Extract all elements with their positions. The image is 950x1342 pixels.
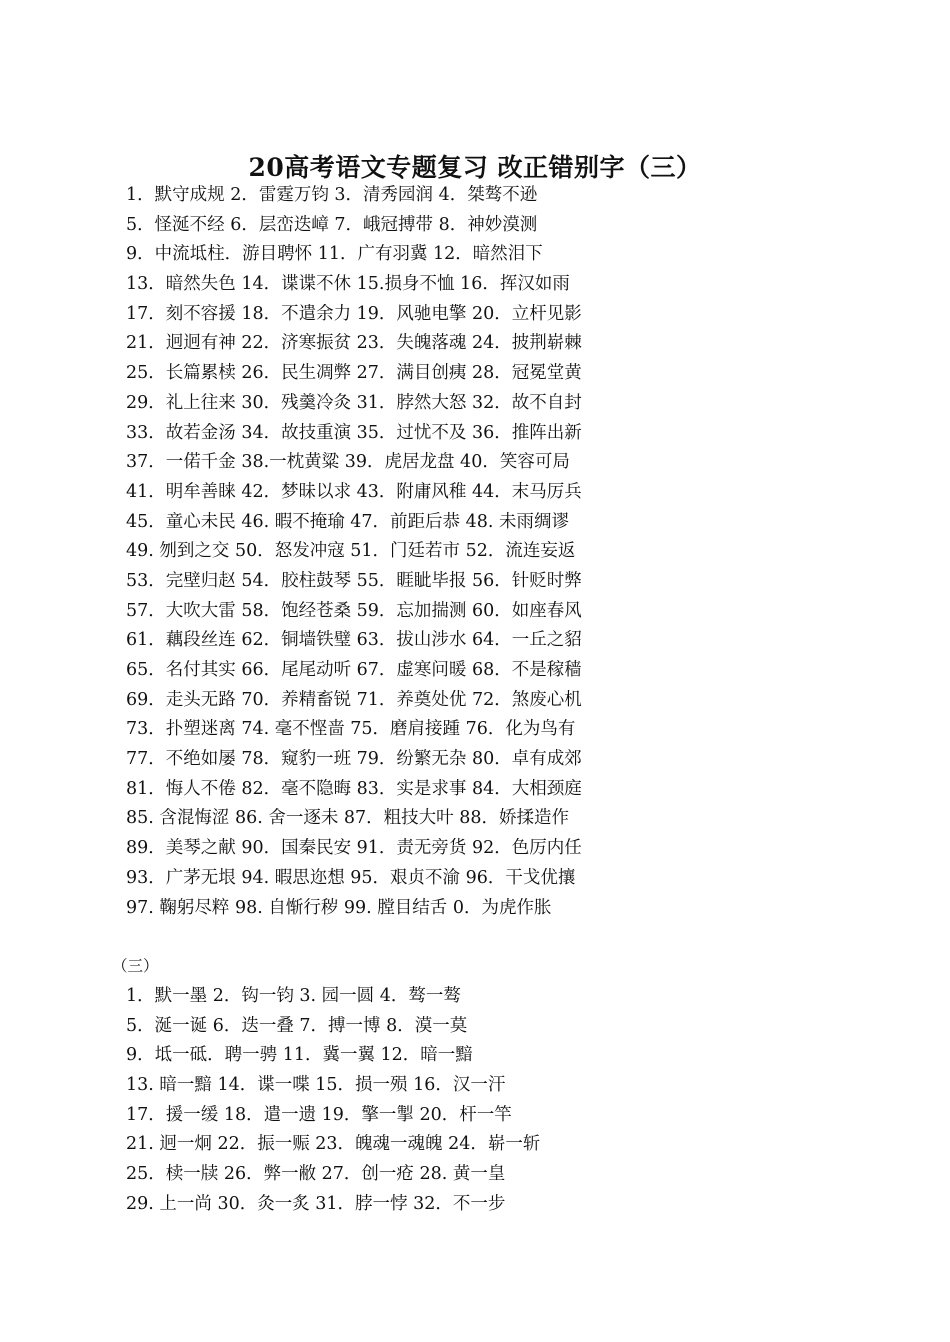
question-line: 41．明牟善睐 42．梦昧以求 43．附庸风稚 44．末马厉兵 — [126, 481, 582, 502]
question-line: 81．悔人不倦 82．毫不隐晦 83．实是求事 84．大相颈庭 — [126, 778, 582, 799]
question-line: 65．名付其实 66．尾尾动听 67．虚寒问暖 68．不是稼穑 — [126, 660, 582, 680]
question-line: 97. 鞠躬尽粹 98. 自惭行秽 99. 膛目结舌 0．为虎作胀 — [126, 897, 552, 918]
question-line: 13．暗然失色 14．谍谍不休 15.损身不恤 16．挥汉如雨 — [126, 274, 570, 295]
answer-line: 29. 上一尚 30．灸一炙 31．脖一悖 32．不一步 — [126, 1193, 506, 1214]
question-line: 69．走头无路 70．养精畜锐 71．养奠处优 72．煞废心机 — [126, 689, 582, 710]
answer-line: 17．援一缓 18．遣一遗 19．擎一掣 20．杆一竿 — [126, 1104, 512, 1125]
question-line: 61．藕段丝连 62．铜墙铁璧 63．拔山涉水 64．一丘之貂 — [126, 630, 582, 651]
question-line: 25．长篇累椟 26．民生凋弊 27．满目创痍 28．冠冕堂黄 — [126, 363, 582, 384]
question-line: 37．一偌千金 38.一枕黄粱 39．虎居龙盘 40．笑容可局 — [126, 452, 570, 473]
answer-line: 9．坻一砥．聘一骋 11．冀一翼 12．暗一黯 — [126, 1045, 473, 1066]
document-title: 20高考语文专题复习 改正错别字（三） — [248, 152, 702, 182]
answer-line: 13. 暗一黯 14．谍一喋 15．损一殒 16．汉一汗 — [126, 1075, 506, 1096]
questions-list — [126, 181, 582, 923]
question-line: 57．大吹大雷 58．饱经苍桑 59．忘加揣测 60．如座春风 — [126, 600, 582, 621]
answers-heading: （三） — [112, 957, 159, 975]
question-line: 77．不绝如屡 78．窥豹一班 79．纷繁无杂 80．卓有成郊 — [126, 749, 582, 770]
question-line: 53．完壁归赵 54．胶柱鼓琴 55．睚眦毕报 56．针贬时弊 — [126, 570, 582, 591]
answer-line: 25．椟一牍 26．弊一敝 27．创一疮 28. 黄一皇 — [126, 1164, 506, 1185]
answer-line: 1．默一墨 2．钩一钧 3. 园一圆 4．骜一骜 — [126, 986, 461, 1006]
question-line: 45．童心未民 46. 暇不掩瑜 47．前距后恭 48. 未雨绸谬 — [126, 511, 570, 532]
answer-line: 21. 迥一炯 22．振一赈 23．魄魂一魂魄 24．崭一斩 — [126, 1134, 541, 1155]
question-line: 89．美琴之献 90．国秦民安 91．责无旁货 92．色厉内任 — [126, 838, 582, 859]
question-line: 1．默守成规 2．雷霆万钧 3．清秀园润 4．桀骜不逊 — [126, 185, 538, 205]
question-line: 9．中流坻柱．游目聘怀 11．广有羽冀 12．暗然泪下 — [126, 244, 543, 265]
question-line: 85. 含混悔涩 86. 舍一逐未 87．粗技大叶 88．娇揉造作 — [126, 808, 570, 829]
question-line: 33．故若金汤 34．故技重演 35．过忧不及 36．推阵出新 — [126, 422, 582, 443]
question-line: 5．怪涎不经 6．层峦迭嶂 7．峨冠搏带 8．神妙漠测 — [126, 214, 538, 235]
question-line: 29．礼上往来 30．残羹冷灸 31．脖然大怒 32．故不自封 — [126, 392, 582, 413]
answer-line: 5．涎一诞 6．迭一叠 7．搏一博 8．漠一莫 — [126, 1015, 468, 1036]
question-line: 49. 刎到之交 50．怒发冲寇 51．门廷若市 52．流连妄返 — [126, 541, 576, 562]
question-line: 21．迥迥有神 22．济寒振贫 23．失魄落魂 24．披荆崭棘 — [126, 333, 582, 354]
answers-list — [126, 982, 540, 1220]
question-line: 73．扑塑迷离 74. 毫不悭啬 75．磨肩接踵 76．化为鸟有 — [126, 719, 576, 740]
question-line: 17．刻不容援 18．不遣余力 19．风驰电擎 20．立杆见影 — [126, 303, 582, 324]
question-line: 93．广茅无垠 94. 暇思迩想 95．艰贞不渝 96．干戈优攘 — [126, 867, 576, 888]
